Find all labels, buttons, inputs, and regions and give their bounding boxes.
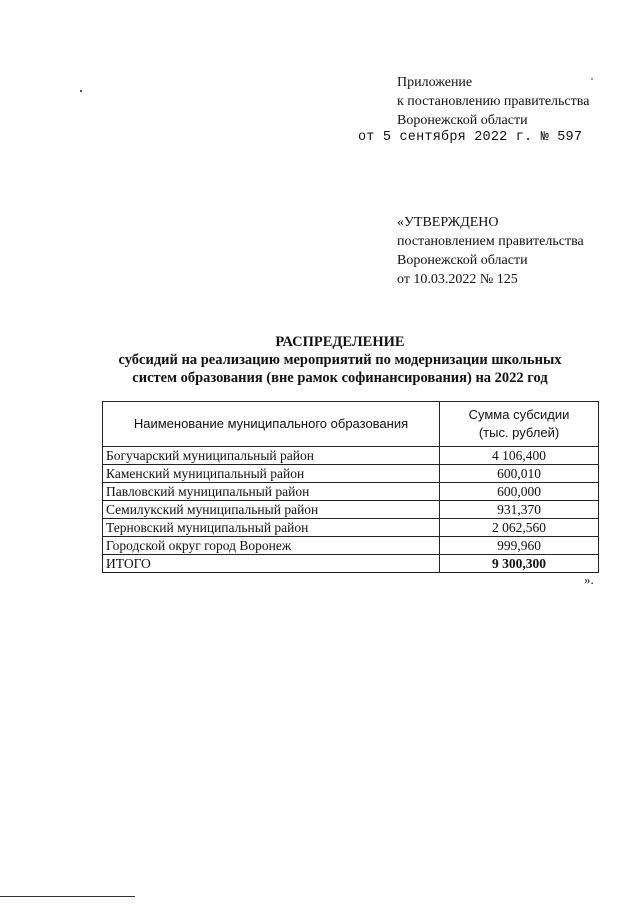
appendix-line: к постановлению правительства (397, 94, 590, 109)
subsidy-amount: 600,010 (440, 465, 599, 483)
appendix-line: Приложение (397, 75, 473, 90)
title-line: субсидий на реализацию мероприятий по модернизации школьных (118, 352, 562, 368)
total-amount: 9 300,300 (440, 555, 599, 573)
column-header-sum-line: Сумма субсидии (468, 407, 570, 422)
municipality-name: Семилукский муниципальный район (103, 501, 440, 519)
table-row (103, 537, 599, 555)
column-header-sum-line: (тыс. рублей) (478, 425, 560, 440)
column-header-sum (440, 402, 599, 447)
municipality-name: Городской округ город Воронеж (103, 537, 440, 555)
appendix-header (397, 73, 589, 130)
approved-line: Воронежской области (397, 253, 528, 268)
table-header-row (103, 402, 599, 447)
distribution-table (102, 401, 599, 573)
municipality-name: Терновский муниципальный район (103, 519, 440, 537)
table-row (103, 447, 599, 465)
closing-quote-mark: ». (584, 572, 594, 587)
subsidy-amount: 999,960 (440, 537, 599, 555)
table-row (103, 465, 599, 483)
footer-rule (0, 896, 135, 897)
approved-line: постановлением правительства (397, 234, 584, 249)
subsidy-amount: 600,000 (440, 483, 599, 501)
decree-reference: от 5 сентября 2022 г. № 597 (358, 130, 583, 145)
approved-line: от 10.03.2022 № 125 (397, 272, 518, 287)
table-row (103, 519, 599, 537)
subsidy-amount: 4 106,400 (440, 447, 599, 465)
subsidy-amount: 931,370 (440, 501, 599, 519)
subsidy-amount: 2 062,560 (440, 519, 599, 537)
table-row (103, 483, 599, 501)
title-heading: РАСПРЕДЕЛЕНИЕ (275, 334, 405, 350)
municipality-name: Богучарский муниципальный район (103, 447, 440, 465)
municipality-name: Каменский муниципальный район (103, 465, 440, 483)
column-header-name: Наименование муниципального образования (103, 402, 440, 447)
document-title (90, 333, 590, 387)
table-total-row (103, 555, 599, 573)
total-label: ИТОГО (103, 555, 440, 573)
approved-line: «УТВЕРЖДЕНО (397, 215, 499, 230)
appendix-line: Воронежской области (397, 113, 528, 128)
approved-stamp-block (397, 213, 584, 289)
municipality-name: Павловский муниципальный район (103, 483, 440, 501)
scan-speck (591, 78, 593, 80)
scan-speck (80, 90, 82, 92)
table-row (103, 501, 599, 519)
title-line: систем образования (вне рамок софинансирования) на 2022 год (132, 370, 548, 386)
